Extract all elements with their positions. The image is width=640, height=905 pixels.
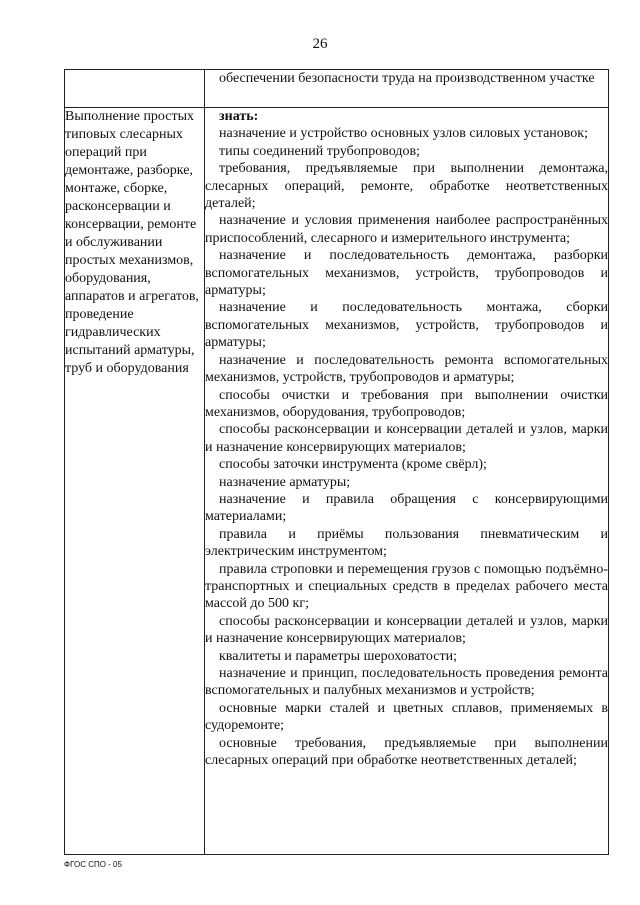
knowledge-item: назначение и последовательность демонтажа, разборки вспомогательных механизмов, устройств, трубопроводов и арматуры; <box>205 248 608 299</box>
knowledge-item: требования, предъявляемые при выполнении демонтажа, слесарных операций, ремонте, обработке неответственных деталей; <box>205 161 608 212</box>
knowledge-item: назначение арматуры; <box>219 474 351 490</box>
knowledge-item: способы расконсервации и консервации деталей и узлов, марки и назначение консервирующих материалов; <box>205 422 608 455</box>
continuation-text: обеспечении безопасности труда на производственном участке <box>219 71 595 86</box>
table-cell-right <box>205 108 609 855</box>
table-cell-right <box>205 70 609 108</box>
knowledge-item: правила строповки и перемещения грузов с помощью подъёмно-транспортных и специальных средств в пределах рабочего места массой до 500 кг; <box>205 561 608 612</box>
knowledge-item: основные требования, предъявляемые при выполнении слесарных операций при обработке неответственных деталей; <box>205 735 608 769</box>
knowledge-item: типы соединений трубопроводов; <box>219 143 420 159</box>
knowledge-item: способы очистки и требования при выполнении очистки механизмов, оборудования, трубопроводов; <box>205 387 608 420</box>
table-row <box>65 108 609 855</box>
knowledge-item: назначение и условия применения наиболее распространённых приспособлений, слесарного и измерительного инструмента; <box>205 213 608 246</box>
section-heading: знать: <box>219 109 259 124</box>
page-number: 26 <box>312 36 328 52</box>
knowledge-item: назначение и последовательность монтажа, сборки вспомогательных механизмов, устройств, трубопроводов и арматуры; <box>205 300 608 351</box>
competency-table <box>64 69 609 855</box>
knowledge-item: назначение и принцип, последовательность проведения ремонта вспомогательных и палубных механизмов и устройств; <box>205 666 608 699</box>
knowledge-item: назначение и правила обращения с консервирующими материалами; <box>205 491 608 525</box>
knowledge-item: способы заточки инструмента (кроме свёрл); <box>219 457 487 473</box>
activity-description: Выполнение простых типовых слесарных операций при демонтаже, разборке, монтаже, сборке, расконсервации и консервации, ремонте и обслуживании простых механизмов, оборудования, аппаратов и агрегатов, проведение гидравлических испытаний арматуры, труб и оборудования <box>65 109 199 376</box>
table-cell-left <box>65 108 205 855</box>
knowledge-item: квалитеты и параметры шероховатости; <box>219 648 457 664</box>
knowledge-item: основные марки сталей и цветных сплавов, применяемых в судоремонте; <box>205 700 608 734</box>
knowledge-item: назначение и устройство основных узлов силовых установок; <box>219 126 588 142</box>
table-cell-left <box>65 70 205 108</box>
knowledge-item: правила и приёмы пользования пневматическим и электрическим инструментом; <box>205 526 608 560</box>
knowledge-item: назначение и последовательность ремонта вспомогательных механизмов, устройств, трубопроводов и арматуры; <box>205 352 608 386</box>
knowledge-item: способы расконсервации и консервации деталей и узлов, марки и назначение консервирующих материалов; <box>205 613 608 647</box>
table-row <box>65 70 609 108</box>
footer-label: ФГОС СПО - 05 <box>64 860 122 869</box>
